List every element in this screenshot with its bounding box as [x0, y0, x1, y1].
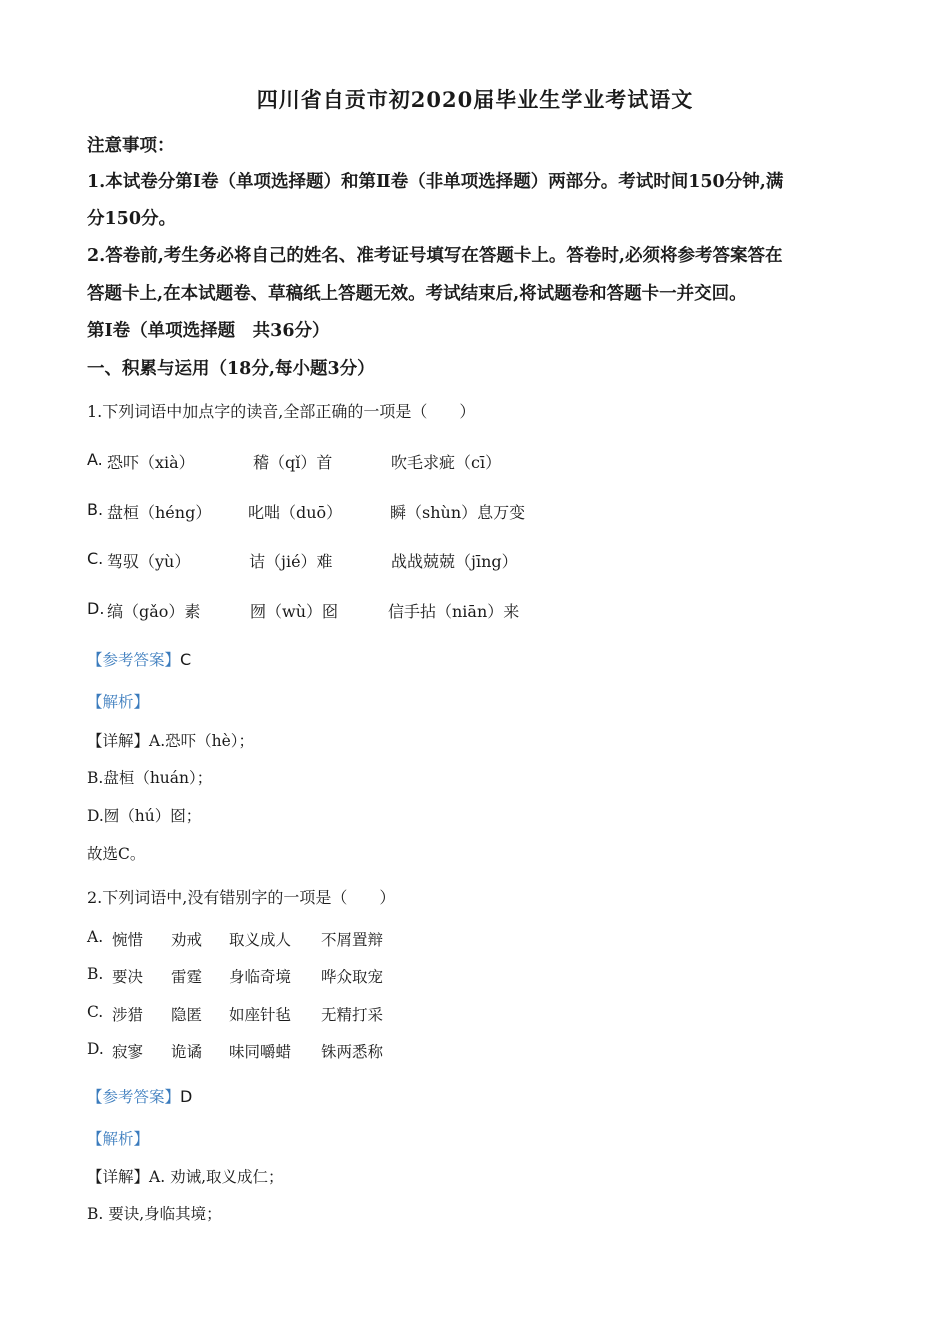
option-item: 稽（qǐ）首 — [253, 453, 333, 472]
detail-tag: 【详解】 — [87, 1168, 150, 1186]
q1-detail-line: 故选C。 — [87, 845, 146, 863]
option-item: 盘桓（héng） — [107, 503, 212, 522]
answer-tag: 【参考答案】 — [87, 1088, 181, 1106]
option-item: 隐匿 — [171, 1006, 203, 1024]
option-item: 要决 — [112, 968, 144, 986]
answer-value: D — [180, 1087, 193, 1106]
option-label: B. — [87, 500, 104, 519]
part1-heading: 第Ⅰ卷（单项选择题 共36分） — [87, 321, 330, 341]
q1-detail-line — [87, 729, 254, 751]
option-item: 恐吓（xià） — [107, 453, 195, 472]
q1-analysis-tag: 【解析】 — [87, 693, 150, 711]
q1-answer — [87, 648, 191, 670]
option-item: 战战兢兢（jīng） — [391, 552, 518, 571]
option-item: 信手拈（niān）来 — [388, 602, 520, 621]
option-item: 诡谲 — [171, 1043, 203, 1061]
notice-item2-line1: 2.答卷前,考生务必将自己的姓名、准考证号填写在答题卡上。答卷时,必须将参考答案答在 — [87, 246, 783, 266]
option-item: 无精打采 — [321, 1006, 384, 1024]
option-label: A. — [87, 450, 103, 469]
option-item: 取义成人 — [229, 931, 292, 949]
detail-text: A. 劝诫,取义成仁； — [149, 1168, 284, 1186]
option-item: 囫（wù）囵 — [250, 602, 339, 621]
option-item: 哗众取宠 — [321, 968, 384, 986]
q2-analysis-tag: 【解析】 — [87, 1130, 150, 1148]
q1-detail-line: D.囫（hú）囵； — [87, 807, 202, 825]
option-item: 劝戒 — [171, 931, 203, 949]
option-item: 寂寥 — [112, 1043, 144, 1061]
option-item: 吹毛求疵（cī） — [391, 453, 502, 472]
option-item: 叱咄（duō） — [248, 503, 343, 522]
option-item: 涉猎 — [112, 1006, 144, 1024]
option-label: B. — [87, 965, 104, 983]
option-item: 惋惜 — [112, 931, 144, 949]
option-item: 不屑置辩 — [321, 931, 384, 949]
option-label: D. — [87, 1040, 104, 1058]
option-item: 诘（jié）难 — [249, 552, 333, 571]
section1-heading: 一、积累与运用（18分,每小题3分） — [87, 359, 375, 379]
option-label: C. — [87, 549, 104, 568]
option-item: 瞬（shùn）息万变 — [390, 503, 526, 522]
q2-detail-line: B. 要诀,身临其境； — [87, 1205, 222, 1223]
q2-answer — [87, 1085, 192, 1107]
option-item: 味同嚼蜡 — [229, 1043, 292, 1061]
option-label: A. — [87, 928, 104, 946]
answer-tag: 【参考答案】 — [87, 651, 181, 669]
option-label: D. — [87, 599, 105, 618]
option-item: 缟（gǎo）素 — [107, 602, 201, 621]
q1-stem: 1.下列词语中加点字的读音,全部正确的一项是（ ） — [87, 402, 476, 421]
detail-tag: 【详解】 — [87, 732, 150, 750]
option-item: 如座针毡 — [229, 1006, 292, 1024]
answer-value: C — [180, 650, 192, 669]
option-item: 身临奇境 — [229, 968, 292, 986]
notice-item2-line2: 答题卡上,在本试题卷、草稿纸上答题无效。考试结束后,将试题卷和答题卡一并交回。 — [87, 284, 747, 304]
option-item: 雷霆 — [171, 968, 203, 986]
notice-heading: 注意事项： — [87, 136, 175, 156]
q1-detail-line: B.盘桓（huán）； — [87, 769, 213, 787]
q2-detail-line — [87, 1165, 284, 1187]
exam-title: 四川省自贡市初2020届毕业生学业考试语文 — [256, 87, 694, 112]
option-item: 铢两悉称 — [321, 1043, 384, 1061]
notice-item1-line2: 分150分。 — [87, 209, 177, 229]
detail-text: A.恐吓（hè）； — [149, 732, 255, 750]
q2-stem: 2.下列词语中,没有错别字的一项是（ ） — [87, 888, 396, 907]
option-item: 驾驭（yù） — [107, 552, 191, 571]
option-label: C. — [87, 1003, 104, 1021]
notice-item1-line1: 1.本试卷分第Ⅰ卷（单项选择题）和第Ⅱ卷（非单项选择题）两部分。考试时间150分钟,满 — [87, 172, 784, 192]
